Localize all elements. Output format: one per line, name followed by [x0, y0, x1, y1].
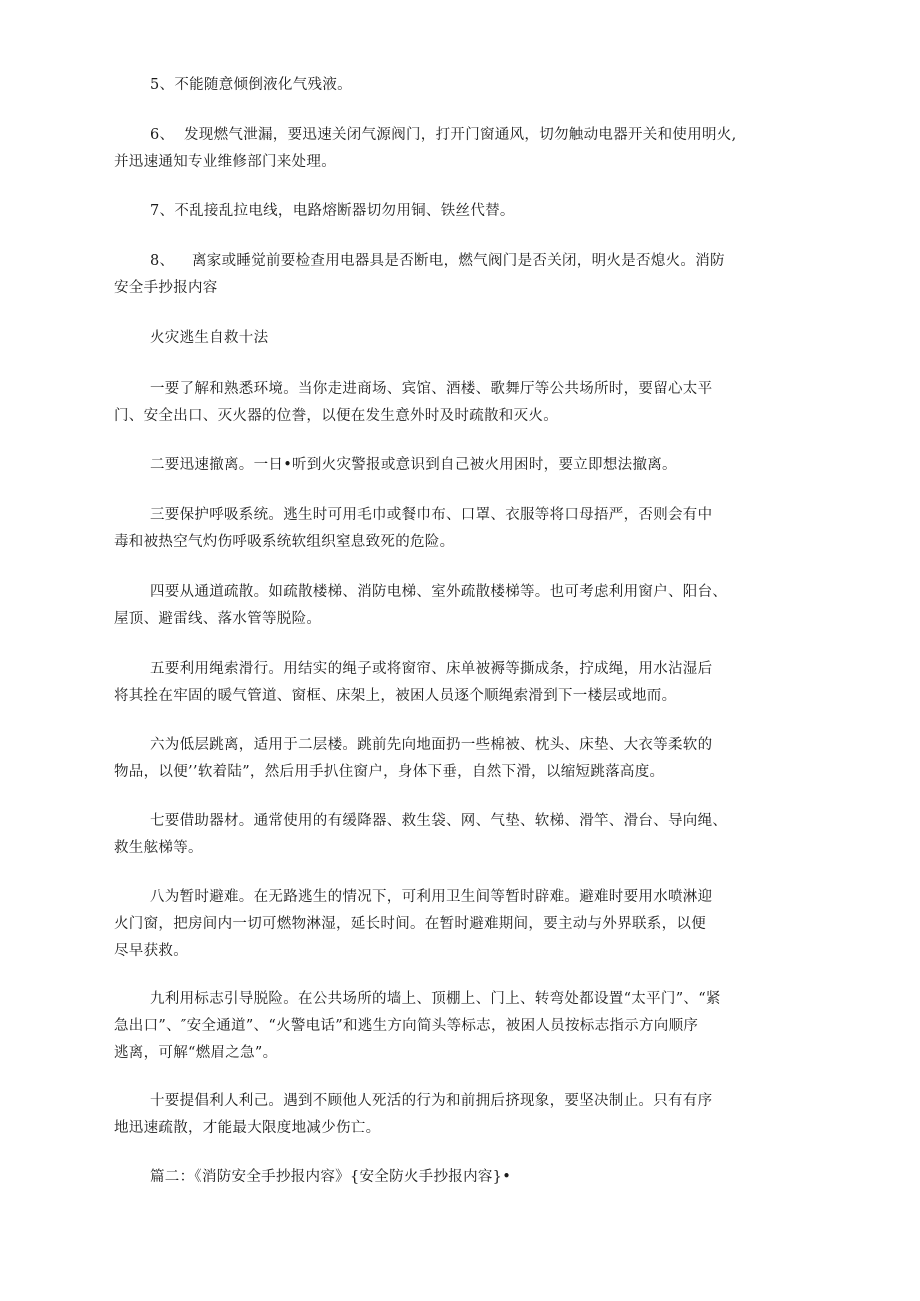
- escape-method-2: [150, 452, 677, 479]
- text-line: 安全手抄报内容: [114, 280, 218, 296]
- escape-method-6: [114, 732, 713, 786]
- text-line: 物品，以便’’软着陆”，然后用手扒住窗户，身体下垂，自然下滑，以缩短跳落高度。: [114, 764, 665, 780]
- text-line: 地迅速疏散，才能最大限度地减少伤亡。: [114, 1120, 381, 1136]
- escape-method-4: [114, 579, 728, 633]
- escape-method-3: [114, 502, 713, 556]
- escape-method-1: [114, 376, 713, 430]
- fire-safety-item-5: [150, 72, 352, 99]
- part-two-heading: [150, 1164, 511, 1191]
- text-line: 八为暂时避难。在无路逃生的情况下，可利用卫生间等暂时辟难。避难时要用水喷淋迎: [150, 889, 713, 905]
- text-line: 一要了解和熟悉环境。当你走进商场、宾馆、酒楼、歌舞厅等公共场所时，要留心太平: [150, 381, 713, 397]
- text-line: 急出口”、″安全通道”、“火警电话”和逃生方向简头等标志，被困人员按标志指示方向顺序: [114, 1018, 699, 1034]
- escape-method-5: [114, 656, 713, 710]
- text-line: [150, 248, 725, 275]
- text-line: 六为低层跳离，适用于二层楼。跳前先向地面扔一些棉被、枕头、床垫、大衣等柔软的: [150, 737, 713, 753]
- text-line: [150, 122, 737, 149]
- escape-method-10: [114, 1088, 713, 1142]
- text-line: 九利用标志引导脱险。在公共场所的墙上、顶棚上、门上、转弯处都设置“太平门”、“紧: [150, 991, 721, 1007]
- heading-text: 火灾逃生自救十法: [150, 330, 269, 346]
- fire-safety-item-6: [114, 122, 737, 176]
- fire-safety-item-7: [150, 198, 515, 225]
- text-line: 并迅速通知专业维修部门来处理。: [114, 154, 336, 170]
- heading-text: 篇二：《消防安全手抄报内容》{安全防火手抄报内容}•: [150, 1169, 512, 1185]
- escape-method-8: [114, 884, 713, 965]
- escape-method-9: [114, 986, 721, 1067]
- text-line: 救生舷梯等。: [114, 840, 203, 856]
- text-line: 火门窗，把房间内一切可燃物淋湿，延长时间。在暂时避难期间，要主动与外界联系，以便: [114, 916, 706, 932]
- text-line: 屋顶、避雷线、落水管等脱险。: [114, 611, 322, 627]
- text-line: 七要借助器材。通常使用的有缓降器、救生袋、网、气垫、软梯、滑竿、滑台、导向绳、: [150, 813, 728, 829]
- fire-safety-item-8: [114, 248, 725, 302]
- escape-method-7: [114, 808, 728, 862]
- item-number: 8、: [150, 253, 175, 269]
- text-line: 7、不乱接乱拉电线，电路熔断器切勿用铜、铁丝代替。: [150, 203, 515, 219]
- text-line: 5、不能随意倾倒液化气残液。: [150, 77, 352, 93]
- text-line: 十要提倡利人利己。遇到不顾他人死活的行为和前拥后挤现象，要坚决制止。只有有序: [150, 1093, 713, 1109]
- item-text: 发现燃气泄漏，要迅速关闭气源阀门，打开门窗通风，切勿触动电器开关和使用明火,: [184, 127, 737, 143]
- text-line: 尽早获救。: [114, 943, 188, 959]
- text-line: 毒和被热空气灼伤呼吸系统软组织窒息致死的危险。: [114, 534, 455, 550]
- text-line: 门、安全出口、灭火器的位誊，以便在发生意外时及时疏散和灭火。: [114, 408, 558, 424]
- item-text: 离家或睡觉前要检查用电器具是否断电，燃气阀门是否关闭，明火是否熄火。消防: [192, 253, 725, 269]
- text-line: 五要利用绳索滑行。用结实的绳子或将窗帘、床单被褥等撕成条，拧成绳，用水沾湿后: [150, 661, 713, 677]
- item-number: 6、: [150, 127, 175, 143]
- section-title: [150, 325, 268, 352]
- text-line: 逃离，可解“燃眉之急”。: [114, 1045, 278, 1061]
- text-line: 二要迅速撤离。一日•听到火灾警报或意识到自己被火用困时，要立即想法撤离。: [150, 457, 677, 473]
- text-line: 将其拴在牢固的暖气管道、窗框、床架上，被困人员逐个顺绳索滑到下一楼层或地而。: [114, 688, 677, 704]
- text-line: 四要从通道疏散。如疏散楼梯、消防电梯、室外疏散楼梯等。也可考虑利用窗户、阳台、: [150, 584, 728, 600]
- text-line: 三要保护呼吸系统。逃生时可用毛巾或餐巾布、口罩、衣服等将口母捂严，否则会有中: [150, 507, 713, 523]
